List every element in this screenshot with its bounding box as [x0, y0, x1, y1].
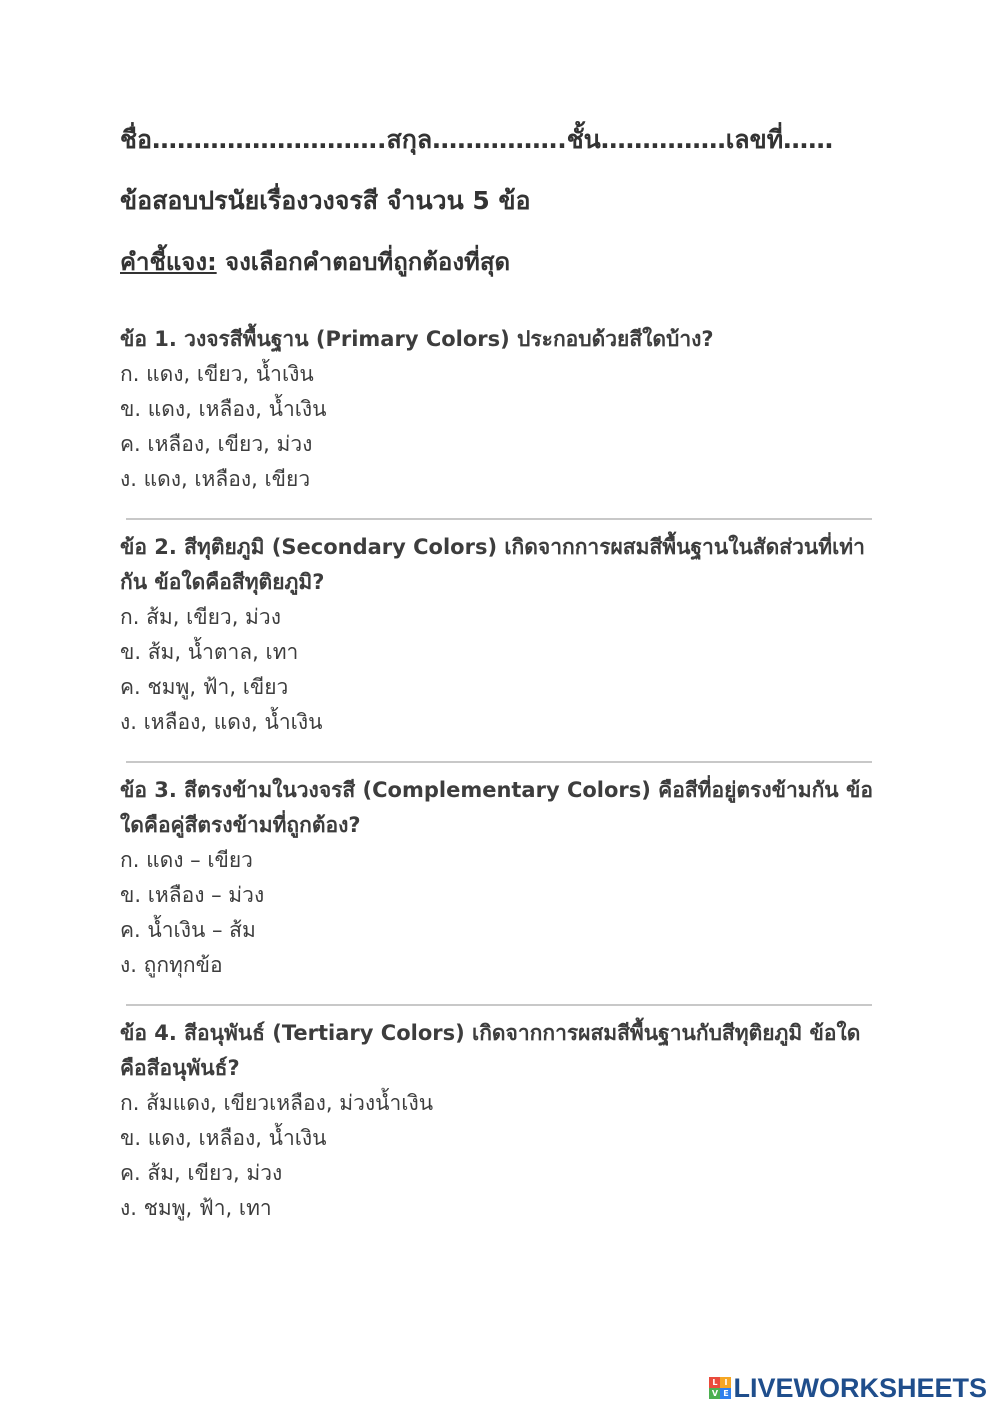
choice-3a[interactable]: ก. แดง – เขียว [120, 848, 253, 872]
choice-4c[interactable]: ค. ส้ม, เขียว, ม่วง [120, 1161, 283, 1185]
student-info-line: ชื่อ……………………….สกุล…………….ชั้น……………เลขที่…… [120, 125, 834, 154]
page-title: ข้อสอบปรนัยเรื่องวงจรสี จำนวน 5 ข้อ [120, 186, 531, 215]
instruction-label: คำชี้แจง: [120, 248, 217, 276]
question-text: ข้อ 1. วงจรสีพื้นฐาน (Primary Colors) ประกอบด้วยสีใดบ้าง? [120, 327, 714, 351]
logo-letter: E [720, 1388, 731, 1399]
logo-letter: L [709, 1377, 720, 1388]
instruction [120, 242, 510, 281]
question-1 [120, 322, 875, 497]
divider [126, 518, 872, 520]
liveworksheets-logo-icon [709, 1377, 731, 1399]
watermark-text: LIVEWORKSHEETS [733, 1372, 987, 1403]
choice-1c[interactable]: ค. เหลือง, เขียว, ม่วง [120, 432, 313, 456]
choice-4d[interactable]: ง. ชมพู, ฟ้า, เทา [120, 1196, 272, 1220]
divider [126, 1004, 872, 1006]
choice-4a[interactable]: ก. ส้มแดง, เขียวเหลือง, ม่วงน้ำเงิน [120, 1091, 434, 1115]
logo-letter: V [709, 1388, 720, 1399]
choice-3b[interactable]: ข. เหลือง – ม่วง [120, 883, 265, 907]
choice-2b[interactable]: ข. ส้ม, น้ำตาล, เทา [120, 640, 299, 664]
choice-1b[interactable]: ข. แดง, เหลือง, น้ำเงิน [120, 397, 327, 421]
choice-3d[interactable]: ง. ถูกทุกข้อ [120, 953, 223, 977]
divider [126, 761, 872, 763]
choice-3c[interactable]: ค. น้ำเงิน – ส้ม [120, 918, 256, 942]
choice-1a[interactable]: ก. แดง, เขียว, น้ำเงิน [120, 362, 314, 386]
choice-2d[interactable]: ง. เหลือง, แดง, น้ำเงิน [120, 710, 323, 734]
choice-4b[interactable]: ข. แดง, เหลือง, น้ำเงิน [120, 1126, 327, 1150]
question-text: ข้อ 4. สีอนุพันธ์ (Tertiary Colors) เกิดจากการผสมสีพื้นฐานกับสีทุติยภูมิ ข้อใดคือสีอนุพันธ์? [120, 1021, 861, 1080]
choice-1d[interactable]: ง. แดง, เหลือง, เขียว [120, 467, 311, 491]
instruction-text: จงเลือกคำตอบที่ถูกต้องที่สุด [216, 248, 511, 276]
logo-letter: I [720, 1377, 731, 1388]
choice-2a[interactable]: ก. ส้ม, เขียว, ม่วง [120, 605, 281, 629]
question-3 [120, 773, 875, 983]
choice-2c[interactable]: ค. ชมพู, ฟ้า, เขียว [120, 675, 289, 699]
question-4 [120, 1016, 875, 1226]
question-text: ข้อ 3. สีตรงข้ามในวงจรสี (Complementary Colors) คือสีที่อยู่ตรงข้ามกัน ข้อใดคือคู่สีตรงข้ามที่ถูกต้อง? [120, 778, 873, 837]
liveworksheets-watermark[interactable] [709, 1374, 987, 1402]
question-2 [120, 530, 875, 740]
question-text: ข้อ 2. สีทุติยภูมิ (Secondary Colors) เกิดจากการผสมสีพื้นฐานในสัดส่วนที่เท่ากัน ข้อใดคือสีทุติยภูมิ? [120, 535, 865, 594]
